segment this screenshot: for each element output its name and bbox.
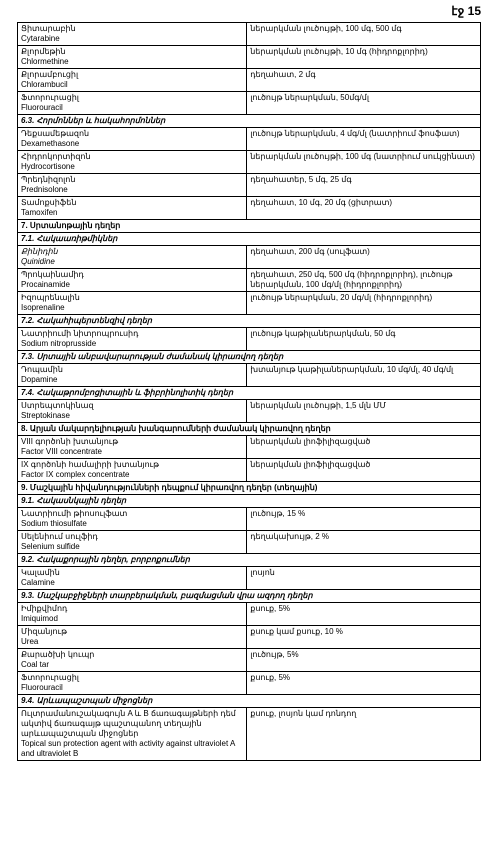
medicine-row — [18, 197, 481, 220]
medicine-row — [18, 328, 481, 351]
dosage-form-cell: լուծույթ ներարկման, 50մգ/մլ — [247, 92, 481, 115]
subsection-heading: 9.1. Հակասնկային դեղեր — [18, 495, 481, 508]
dosage-form-cell: քսուք, 5% — [247, 672, 481, 695]
subsection-heading-row — [18, 495, 481, 508]
medicine-name-english: Chlormethine — [21, 57, 69, 66]
medicine-name-cell — [18, 46, 247, 69]
medicine-name-english: Fluorouracil — [21, 683, 63, 692]
subsection-heading: 9.4. Արևապաշտպան միջոցներ — [18, 695, 481, 708]
medicine-name-armenian: VIII գործոնի խտանյութ — [21, 437, 119, 446]
medicine-name-english: Coal tar — [21, 660, 50, 669]
medicine-name-cell — [18, 436, 247, 459]
subsection-heading: 9.3. Մաշկաբջիջների տարբերակման, բազմացման վրա ազդող դեղեր — [18, 590, 481, 603]
medicine-name-english: Tamoxifen — [21, 208, 58, 217]
subsection-heading: 7.2. Հակահիպերտենզիվ դեղեր — [18, 315, 481, 328]
medicine-name-cell — [18, 508, 247, 531]
medicine-name-armenian: Քլորմեթին — [21, 47, 66, 56]
medicine-name-cell — [18, 672, 247, 695]
medicine-name-english: Calamine — [21, 578, 55, 587]
medicine-name-cell — [18, 567, 247, 590]
section-heading-row — [18, 220, 481, 233]
medicine-name-cell — [18, 246, 247, 269]
medicine-name-armenian: Ֆտորուրացիլ — [21, 93, 79, 102]
dosage-form-cell: դեղահատ, 200 մգ (սուլֆատ) — [247, 246, 481, 269]
medicine-name-armenian: Ֆտորուրացիլ — [21, 673, 79, 682]
medicine-name-armenian: Միզանյութ — [21, 627, 67, 636]
section-heading-row — [18, 423, 481, 436]
medicine-name-armenian: Կալամին — [21, 568, 60, 577]
medicine-name-english: Factor VIII concentrate — [21, 447, 102, 456]
medicine-name-english: Hydrocortisone — [21, 162, 75, 171]
medicine-name-english: Prednisolone — [21, 185, 68, 194]
medicine-name-armenian: Իզոպրենալին — [21, 293, 80, 302]
medicine-name-english: Dexamethasone — [21, 139, 80, 148]
subsection-heading-row — [18, 554, 481, 567]
medicine-row — [18, 508, 481, 531]
medicine-name-english: Dopamine — [21, 375, 58, 384]
dosage-form-cell: քսուք, լոսյոն կամ դոնդող — [247, 708, 481, 761]
medicine-name-armenian: Իմիքվիմոդ — [21, 604, 68, 613]
subsection-heading-row — [18, 351, 481, 364]
medicine-name-armenian: Պրեդնիզոլոն — [21, 175, 76, 184]
medicine-name-cell — [18, 174, 247, 197]
medicine-name-cell — [18, 649, 247, 672]
medicine-row — [18, 174, 481, 197]
subsection-heading: 7.4. Հակաթրոմբոցիտային և ֆիբրինոլիտիկ դեղեր — [18, 387, 481, 400]
medicine-name-cell — [18, 531, 247, 554]
subsection-heading-row — [18, 233, 481, 246]
dosage-form-cell: լուծույթ, 5% — [247, 649, 481, 672]
section-heading: 8. Արյան մակարդելիության խանգարումների ժամանակ կիրառվող դեղեր — [18, 423, 481, 436]
medicine-row — [18, 23, 481, 46]
medicine-row — [18, 128, 481, 151]
medicine-name-cell — [18, 708, 247, 761]
dosage-form-cell: ներարկման լուծույթի, 10 մգ (հիդրոքլորիդ) — [247, 46, 481, 69]
medicine-name-armenian: Նատրիումի նիտրոպրուսիդ — [21, 329, 139, 338]
medicine-name-armenian: Տամոքսիֆեն — [21, 198, 77, 207]
medicine-name-english: Topical sun protection agent with activity against ultraviolet A and ultraviolet B — [21, 739, 235, 758]
medicine-name-armenian: Պրոկաինամիդ — [21, 270, 84, 279]
medicine-row — [18, 567, 481, 590]
medicine-name-cell — [18, 23, 247, 46]
medicine-name-armenian: Ստրեպտոկինազ — [21, 401, 94, 410]
medicine-name-english: Sodium nitroprusside — [21, 339, 97, 348]
dosage-form-cell: դեղահատեր, 5 մգ, 25 մգ — [247, 174, 481, 197]
medicine-name-cell — [18, 69, 247, 92]
medicine-name-english: Isoprenaline — [21, 303, 65, 312]
medicine-row — [18, 364, 481, 387]
medicine-row — [18, 246, 481, 269]
medicine-name-cell — [18, 292, 247, 315]
medicine-name-armenian: Ցիտարաբին — [21, 24, 76, 33]
medicine-name-armenian: Ուլտրամանուշակագույն A և B ճառագայթների դեմ ակտիվ ճառագայթ պաշտպանող տեղային արևապաշտպան միջոցներ — [21, 709, 236, 738]
medicine-row — [18, 151, 481, 174]
medicine-name-cell — [18, 92, 247, 115]
page-number: էջ 15 — [451, 4, 481, 18]
medicine-name-english: Imiquimod — [21, 614, 58, 623]
medicine-row — [18, 92, 481, 115]
medicine-name-english: Streptokinase — [21, 411, 70, 420]
medicine-name-cell — [18, 151, 247, 174]
subsection-heading-row — [18, 115, 481, 128]
dosage-form-cell: լուծույթ, 15 % — [247, 508, 481, 531]
medicine-name-armenian: Նատրիումի թիոսուլֆատ — [21, 509, 128, 518]
medicine-name-armenian: Քինիդին — [21, 247, 58, 256]
subsection-heading-row — [18, 315, 481, 328]
subsection-heading: 7.1. Հակաառիթմիկներ — [18, 233, 481, 246]
medicine-name-english: Urea — [21, 637, 39, 646]
medicine-name-armenian: Դոպամին — [21, 365, 63, 374]
medicine-name-cell — [18, 400, 247, 423]
dosage-form-cell: լուծույթ ներարկման, 4 մգ/մլ (նատրիում ֆոսֆատ) — [247, 128, 481, 151]
dosage-form-cell: ներարկման լուծույթի, 100 մգ, 500 մգ — [247, 23, 481, 46]
dosage-form-cell: ներարկման լուծույթի, 1,5 մլն ՄՄ — [247, 400, 481, 423]
medicine-row — [18, 459, 481, 482]
medicine-row — [18, 603, 481, 626]
dosage-form-cell: ներարկման լիոֆիլիզացված — [247, 459, 481, 482]
dosage-form-cell: դեղահատ, 250 մգ, 500 մգ (հիդրոքլորիդ), լուծույթ ներարկման, 100 մգ/մլ (հիդրոքլորիդ) — [247, 269, 481, 292]
medicine-name-english: Procainamide — [21, 280, 70, 289]
dosage-form-cell: դեղահատ, 10 մգ, 20 մգ (ցիտրատ) — [247, 197, 481, 220]
medicine-name-cell — [18, 128, 247, 151]
medicine-row — [18, 400, 481, 423]
medicine-name-armenian: IX գործոնի համալիրի խտանյութ — [21, 460, 160, 469]
medicine-name-english: Cytarabine — [21, 34, 60, 43]
medicine-name-english: Selenium sulfide — [21, 542, 80, 551]
medicine-name-cell — [18, 626, 247, 649]
medicine-name-armenian: Դեքսամեթազոն — [21, 129, 90, 138]
subsection-heading: 9.2. Հակաքորային դեղեր, բորբոքումներ — [18, 554, 481, 567]
medicine-name-english: Sodium thiosulfate — [21, 519, 87, 528]
medicine-name-armenian: Հիդրոկորտիզոն — [21, 152, 91, 161]
dosage-form-cell: քսուք կամ քսուք, 10 % — [247, 626, 481, 649]
section-heading: 9. Մաշկային հիվանդությունների դեպքում կիրառվող դեղեր (տեղային) — [18, 482, 481, 495]
dosage-form-cell: ներարկման լիոֆիլիզացված — [247, 436, 481, 459]
medicine-name-english: Fluorouracil — [21, 103, 63, 112]
subsection-heading: 6.3. Հորմոններ և հակահորմոններ — [18, 115, 481, 128]
medicine-name-cell — [18, 269, 247, 292]
medicine-name-armenian: Քարածխի կուպր — [21, 650, 95, 659]
subsection-heading-row — [18, 695, 481, 708]
medicine-name-armenian: Սելենիում սուլֆիդ — [21, 532, 98, 541]
subsection-heading-row — [18, 387, 481, 400]
section-heading-row — [18, 482, 481, 495]
medicine-name-armenian: Քլորամբուցիլ — [21, 70, 79, 79]
medicine-name-english: Factor IX complex concentrate — [21, 470, 130, 479]
medicines-table — [17, 22, 481, 761]
dosage-form-cell: դեղահատ, 2 մգ — [247, 69, 481, 92]
medicine-name-cell — [18, 197, 247, 220]
medicine-row — [18, 436, 481, 459]
medicine-row — [18, 708, 481, 761]
dosage-form-cell: լուծույթ ներարկման, 20 մգ/մլ (հիդրոքլորիդ) — [247, 292, 481, 315]
medicine-row — [18, 672, 481, 695]
dosage-form-cell: խտանյութ կաթիլաներարկման, 10 մգ/մլ, 40 մգ/մլ — [247, 364, 481, 387]
medicine-row — [18, 292, 481, 315]
medicine-name-english: Chlorambucil — [21, 80, 68, 89]
medicine-row — [18, 531, 481, 554]
dosage-form-cell: ներարկման լուծույթի, 100 մգ (նատրիում սուկցինատ) — [247, 151, 481, 174]
medicine-name-cell — [18, 364, 247, 387]
medicine-name-cell — [18, 603, 247, 626]
medicine-name-cell — [18, 328, 247, 351]
medicine-name-cell — [18, 459, 247, 482]
medicine-name-english: Quinidine — [21, 257, 55, 266]
subsection-heading: 7.3. Սրտային անբավարարության ժամանակ կիրառվող դեղեր — [18, 351, 481, 364]
dosage-form-cell: լուծույթ կաթիլաներարկման, 50 մգ — [247, 328, 481, 351]
section-heading: 7. Սրտանոթային դեղեր — [18, 220, 481, 233]
medicine-row — [18, 649, 481, 672]
medicine-row — [18, 626, 481, 649]
subsection-heading-row — [18, 590, 481, 603]
dosage-form-cell: լոսյոն — [247, 567, 481, 590]
medicine-row — [18, 269, 481, 292]
dosage-form-cell: քսուք, 5% — [247, 603, 481, 626]
medicine-row — [18, 69, 481, 92]
medicine-row — [18, 46, 481, 69]
dosage-form-cell: դեղակախույթ, 2 % — [247, 531, 481, 554]
